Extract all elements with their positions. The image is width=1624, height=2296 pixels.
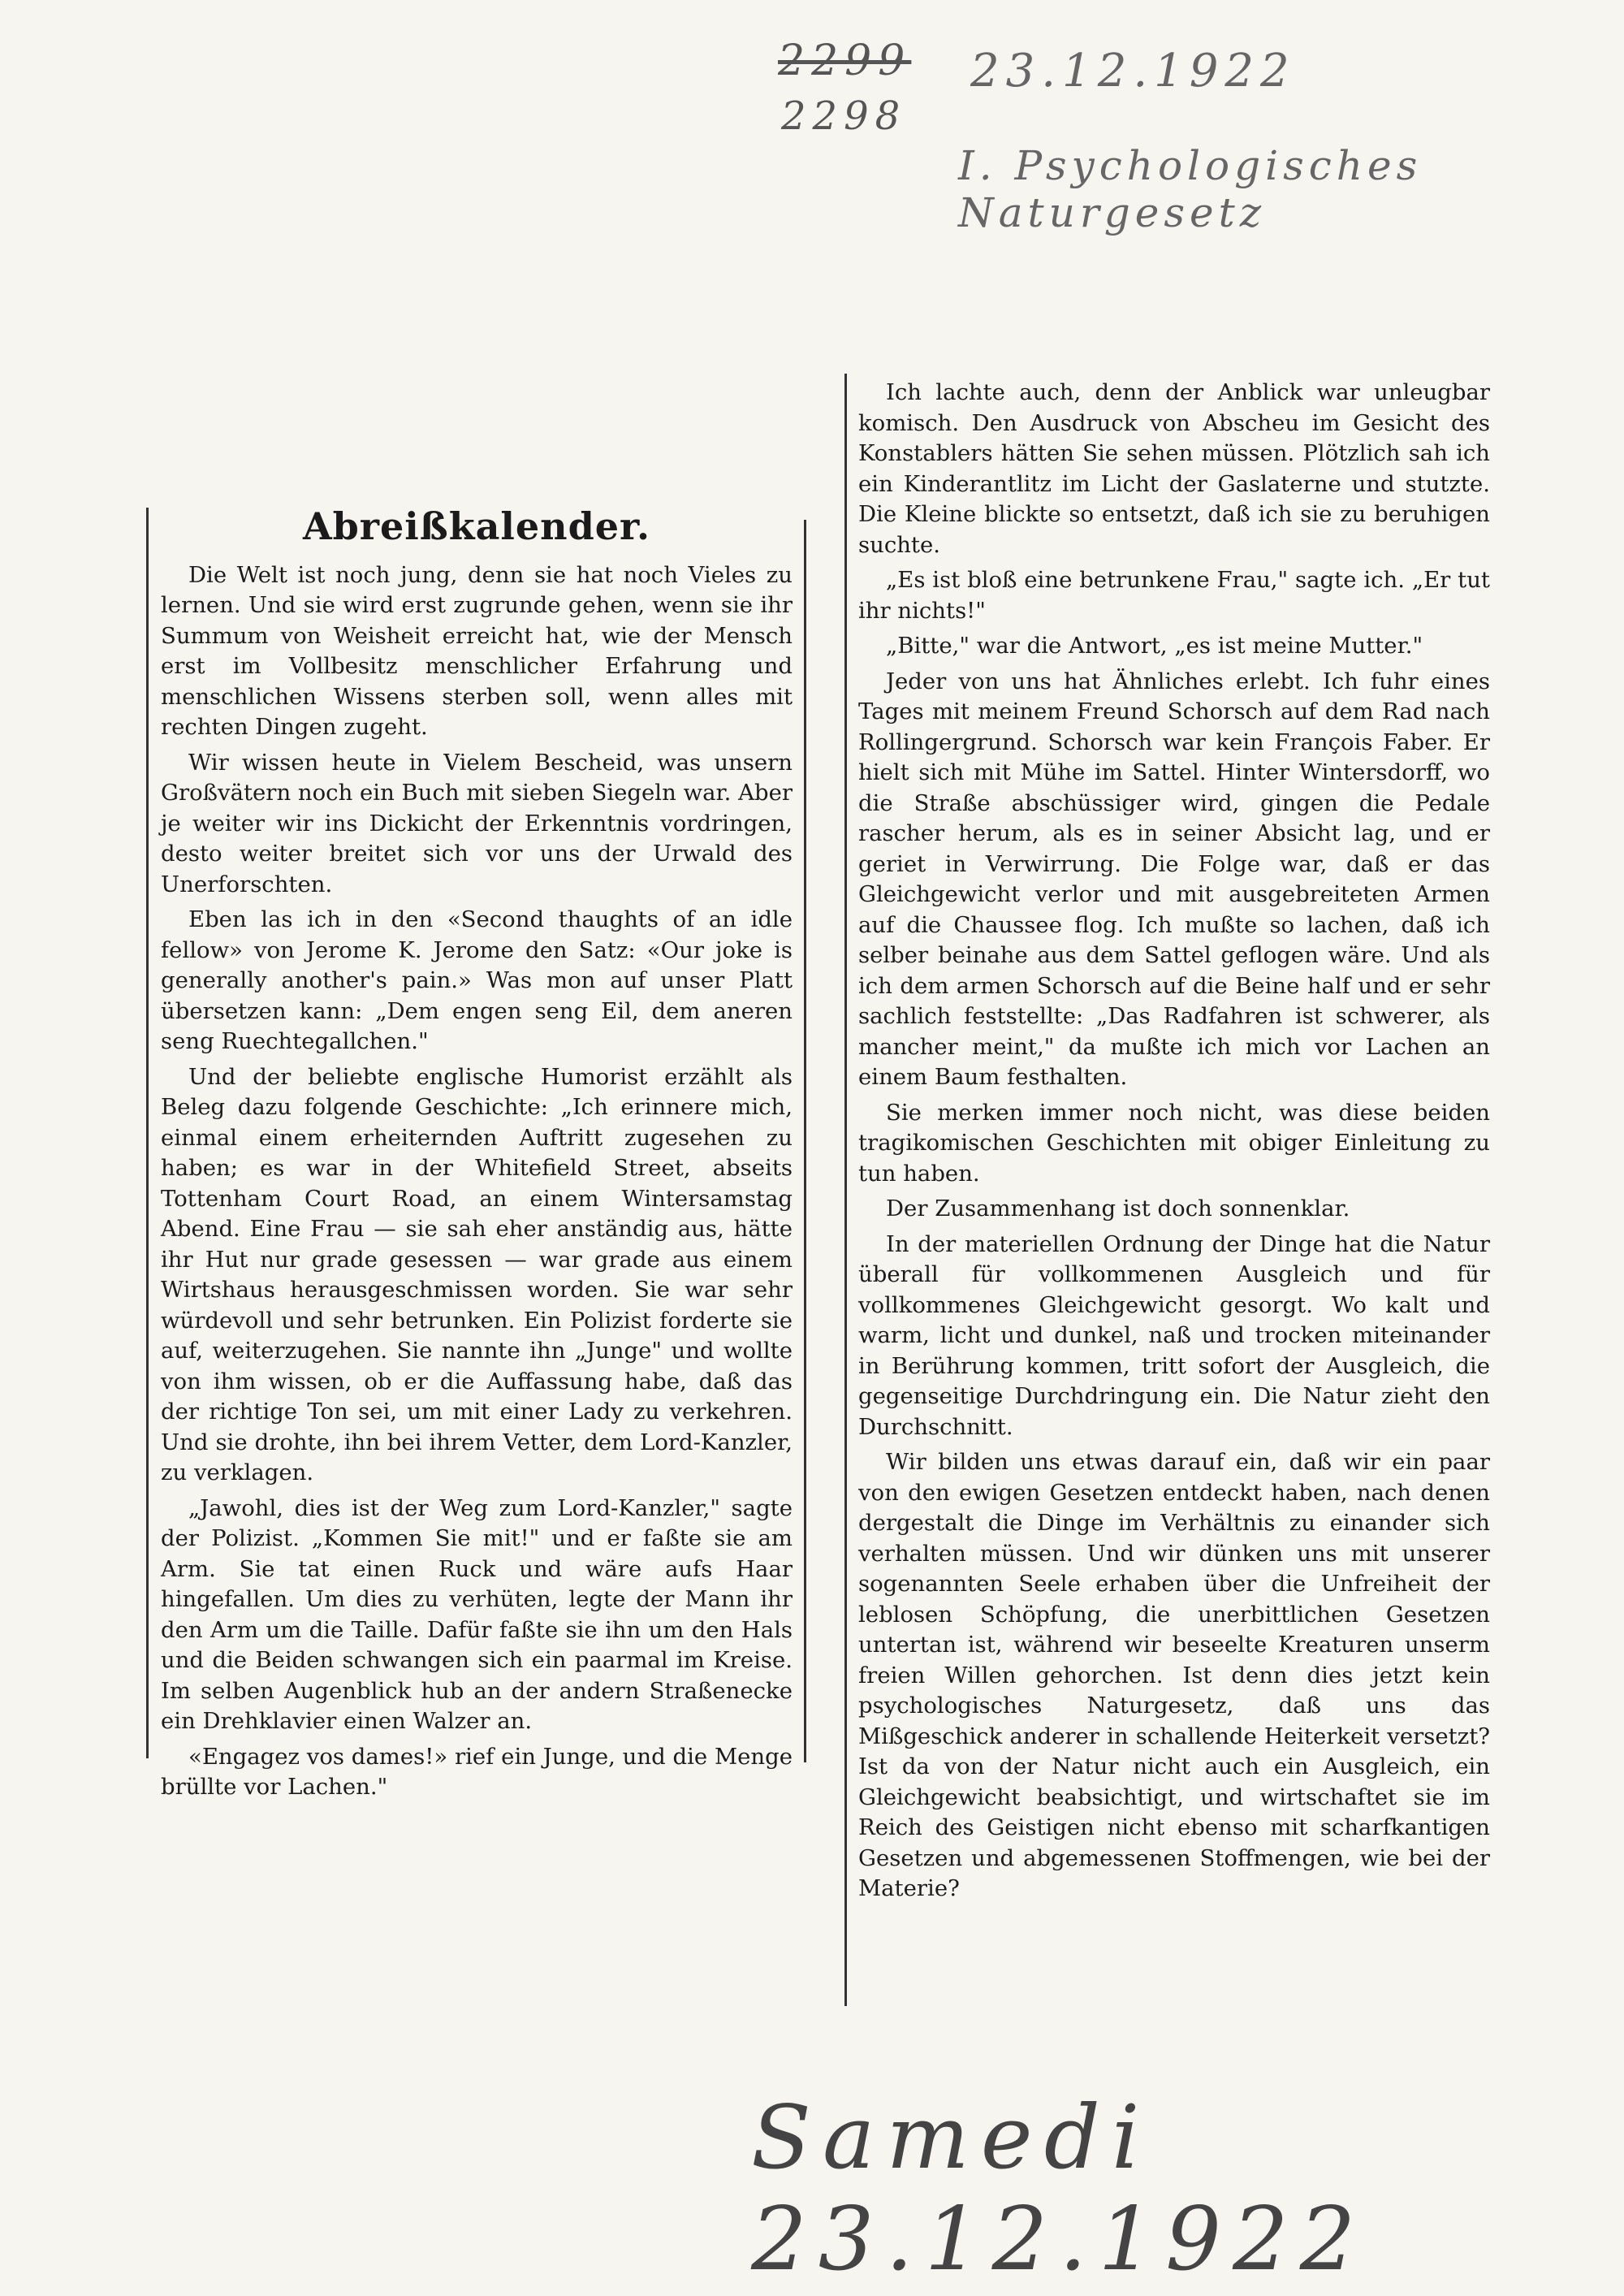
paragraph: «Engagez vos dames!» rief ein Junge, und die Menge brüllte vor Lachen." — [161, 1743, 793, 1800]
column-rule-inner — [804, 520, 806, 1762]
paragraph: In der materiellen Ordnung der Dinge hat die Natur überall für vollkommenen Ausgleich und für vollkommenes Gleichgewicht gesorgt. Wo kalt und warm, licht und dunkel, naß und trocken miteinander in Berührung kommen, tritt sofort der Ausgleich, die gegenseitige Durchdringung ein. Die Natur zieht den Durchschnitt. — [858, 1230, 1490, 1440]
paragraph: Eben las ich in den «Second thaughts of an idle fellow» von Jerome K. Jerome den Satz: «Our joke is generally another's pain.» Was mon auf unser Platt übersetzen kann: „Dem engen seng Eil, dem aneren seng Ruechtegallchen." — [161, 906, 793, 1054]
article-column-right — [858, 378, 1490, 1909]
paragraph: Und der beliebte englische Humorist erzählt als Beleg dazu folgende Geschichte: „Ich erinnere mich, einmal einem erheiternden Auftritt zugesehen zu haben; es war in der Whitefield Street, abseits Tottenham Court Road, an einem Wintersamstag Abend. Eine Frau — sie sah eher anständig aus, hätte ihr Hut nur grade gesessen — war grade aus einem Wirtshaus herausgeschmissen worden. Sie war sehr würdevoll und sehr betrunken. Ein Polizist forderte sie auf, weiterzugehen. Sie nannte ihn „Junge" und wollte von ihm wissen, ob er die Auffassung habe, daß das der richtige Ton sei, um mit einer Lady zu verkehren. Und sie drohte, ihn bei ihrem Vetter, dem Lord-Kanzler, zu verklagen. — [161, 1063, 793, 1485]
paragraph: Ich lachte auch, denn der Anblick war unleugbar komisch. Den Ausdruck von Abscheu im Gesicht des Konstablers hätten Sie sehen müssen. Plötzlich sah ich ein Kinderantlitz im Licht der Gaslaterne und stutzte. Die Kleine blickte so entsetzt, daß ich sie zu beruhigen suchte. — [858, 379, 1490, 558]
paragraph: Wir bilden uns etwas darauf ein, daß wir ein paar von den ewigen Gesetzen entdeckt haben, nach denen dergestalt die Dinge im Verhältnis zu einander sich verhalten müssen. Und wir dünken uns mit unserer sogenannten Seele erhaben über die Unfreiheit der leblosen Schöpfung, die unerbittlichen Gesetzen untertan ist, während wir beseelte Kreaturen unserm freien Willen gehorchen. Ist denn dies jetzt kein psychologisches Naturgesetz, daß uns das Mißgeschick anderer in schallende Heiterkeit versetzt? Ist da von der Natur nicht auch ein Ausgleich, ein Gleichgewicht beabsichtigt, und wirtschaftet sie im Reich des Geistigen nicht ebenso mit scharfkantigen Gesetzen und abgemessenen Stoffmengen, wie bei der Materie? — [858, 1449, 1490, 1901]
column-rule-middle — [844, 374, 847, 2006]
paragraph: Jeder von uns hat Ähnliches erlebt. Ich fuhr eines Tages mit meinem Freund Schorsch auf dem Rad nach Rollingergrund. Schorsch war kein François Faber. Er hielt sich mit Mühe im Sattel. Hinter Wintersdorff, wo die Straße abschüssiger wird, gingen die Pedale rascher herum, als es in seiner Absicht lag, und er geriet in Verwirrung. Die Folge war, daß er das Gleichgewicht verlor und mit ausgebreiteten Armen auf die Chaussee flog. Ich mußte so lachen, daß ich selber beinahe aus dem Sattel geflogen wäre. Und als ich dem armen Schorsch auf die Beine half und er sehr sachlich feststellte: „Das Radfahren ist schwerer, als mancher meint," da mußte ich mich vor Lachen an einem Baum festhalten. — [858, 668, 1490, 1090]
paragraph: Sie merken immer noch nicht, was diese beiden tragikomischen Geschichten mit obiger Einleitung zu tun haben. — [858, 1099, 1490, 1187]
handwritten-date-top: 23.12.1922 — [970, 45, 1296, 97]
paragraph: „Es ist bloß eine betrunkene Frau," sagte ich. „Er tut ihr nichts!" — [858, 567, 1490, 624]
paragraph: Die Welt ist noch jung, denn sie hat noch Vieles zu lernen. Und sie wird erst zugrunde gehen, wenn sie ihr Summum von Weisheit erreicht hat, wie der Mensch erst im Vollbesitz menschlicher Erfahrung und menschlichen Wissens sterben soll, wenn alles mit rechten Dingen zugeht. — [161, 561, 793, 740]
handwritten-date-bottom: Samedi 23.12.1922 — [751, 2087, 1367, 2290]
handwritten-number: 2298 — [781, 93, 907, 139]
paragraph: „Bitte," war die Antwort, „es ist meine Mutter." — [886, 633, 1423, 659]
article-column-left — [161, 504, 793, 1808]
column-rule-left — [146, 508, 149, 1758]
paragraph: Der Zusammenhang ist doch sonnenklar. — [886, 1196, 1350, 1222]
handwritten-topic: I. Psychologisches Naturgesetz — [958, 142, 1423, 236]
paragraph: „Jawohl, dies ist der Weg zum Lord-Kanzler," sagte der Polizist. „Kommen Sie mit!" und er faßte sie am Arm. Sie tat einen Ruck und wäre aufs Haar hingefallen. Um dies zu verhüten, legte der Mann ihr den Arm um die Taille. Dafür faßte sie ihn um den Hals und die Beiden schwangen sich ein paarmal im Kreise. Im selben Augenblick hub an der andern Straßenecke ein Drehklavier einen Walzer an. — [161, 1494, 793, 1734]
article-title: Abreißkalender. — [302, 504, 651, 548]
handwritten-number-struck: 2299 — [778, 37, 912, 85]
paragraph: Wir wissen heute in Vielem Bescheid, was unsern Großvätern noch ein Buch mit sieben Siegeln war. Aber je weiter wir ins Dickicht der Erkenntnis vordringen, desto weiter breitet sich vor uns der Urwald des Unerforschten. — [161, 749, 793, 897]
